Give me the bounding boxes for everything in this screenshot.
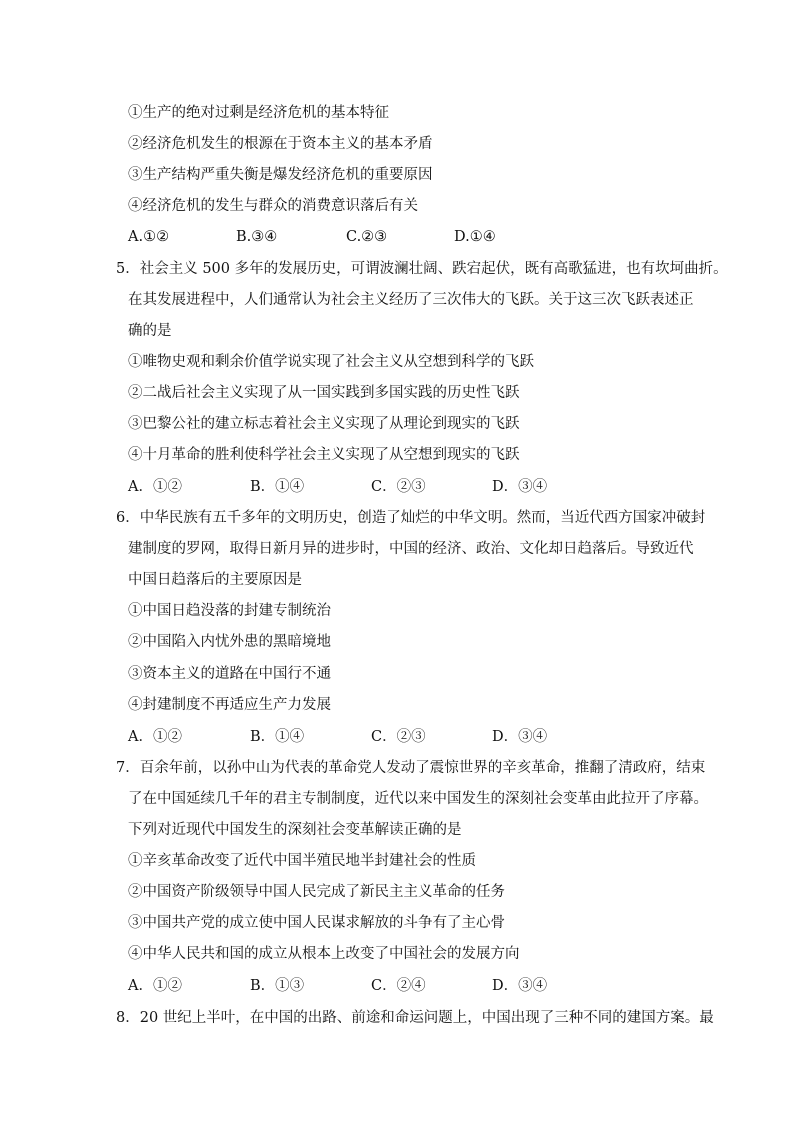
q6-choices	[128, 727, 588, 747]
q7-choice-a: A．①②	[128, 978, 182, 994]
q7-stem-line-1: 7．百余年前，以孙中山为代表的革命党人发动了震惊世界的辛亥革命，推翻了清政府，结束	[116, 760, 706, 776]
q7-choice-d: D．③④	[492, 978, 548, 994]
q4-option-3: ③生产结构严重失衡是爆发经济危机的重要原因	[128, 167, 433, 183]
q5-option-2: ②二战后社会主义实现了从一国实践到多国实践的历史性飞跃	[128, 385, 520, 401]
q5-choice-c: C．②③	[371, 479, 426, 495]
q7-option-3: ③中国共产党的成立使中国人民谋求解放的斗争有了主心骨	[128, 915, 505, 931]
q6-stem-line-2: 建制度的罗网，取得日新月异的进步时，中国的经济、政治、文化却日趋落后。导致近代	[128, 541, 694, 557]
q6-stem-line-1: 6．中华民族有五千多年的文明历史，创造了灿烂的中华文明。然而，当近代西方国家冲破封	[116, 510, 706, 526]
q5-choice-a: A．①②	[128, 479, 182, 495]
q5-choices	[128, 477, 588, 497]
q4-choices	[128, 227, 578, 247]
q5-option-4: ④十月革命的胜利使科学社会主义实现了从空想到现实的飞跃	[128, 447, 520, 463]
q6-option-2: ②中国陷入内忧外患的黑暗境地	[128, 634, 331, 650]
q7-option-1: ①辛亥革命改变了近代中国半殖民地半封建社会的性质	[128, 853, 476, 869]
q7-option-2: ②中国资产阶级领导中国人民完成了新民主主义革命的任务	[128, 884, 505, 900]
q5-choice-b: B．①④	[250, 479, 305, 495]
q6-choice-c: C．②③	[371, 729, 426, 745]
q7-stem-line-2: 了在中国延续几千年的君主专制制度，近代以来中国发生的深刻社会变革由此拉开了序幕。	[128, 791, 708, 807]
q8-stem-line-1: 8．20 世纪上半叶，在中国的出路、前途和命运问题上，中国出现了三种不同的建国方案。最	[116, 1010, 714, 1026]
q5-option-3: ③巴黎公社的建立标志着社会主义实现了从理论到现实的飞跃	[128, 416, 520, 432]
q7-choice-b: B．①③	[250, 978, 305, 994]
q4-choice-d: D.①④	[454, 229, 496, 245]
q7-option-4: ④中华人民共和国的成立从根本上改变了中国社会的发展方向	[128, 946, 520, 962]
q6-choice-d: D．③④	[492, 729, 548, 745]
q6-option-1: ①中国日趋没落的封建专制统治	[128, 603, 331, 619]
q5-option-1: ①唯物史观和剩余价值学说实现了社会主义从空想到科学的飞跃	[128, 354, 534, 370]
q6-choice-b: B．①④	[250, 729, 305, 745]
q6-option-4: ④封建制度不再适应生产力发展	[128, 697, 331, 713]
q4-choice-b: B.③④	[236, 229, 278, 245]
q6-stem-line-3: 中国日趋落后的主要原因是	[128, 572, 302, 588]
q6-option-3: ③资本主义的道路在中国行不通	[128, 666, 331, 682]
q4-option-1: ①生产的绝对过剩是经济危机的基本特征	[128, 105, 389, 121]
q4-option-2: ②经济危机发生的根源在于资本主义的基本矛盾	[128, 136, 433, 152]
q4-option-4: ④经济危机的发生与群众的消费意识落后有关	[128, 198, 418, 214]
q7-stem-line-3: 下列对近现代中国发生的深刻社会变革解读正确的是	[128, 822, 462, 838]
q5-choice-d: D．③④	[492, 479, 548, 495]
q4-choice-c: C.②③	[346, 229, 388, 245]
q5-stem-line-1: 5．社会主义 500 多年的发展历史，可谓波澜壮阔、跌宕起伏，既有高歌猛进，也有坎坷曲折。	[116, 261, 728, 277]
q5-stem-line-3: 确的是	[128, 323, 172, 339]
q7-choices	[128, 976, 588, 996]
q4-choice-a: A.①②	[128, 229, 170, 245]
q5-stem-line-2: 在其发展进程中，人们通常认为社会主义经历了三次伟大的飞跃。关于这三次飞跃表述正	[128, 292, 694, 308]
q6-choice-a: A．①②	[128, 729, 182, 745]
q7-choice-c: C．②④	[371, 978, 426, 994]
